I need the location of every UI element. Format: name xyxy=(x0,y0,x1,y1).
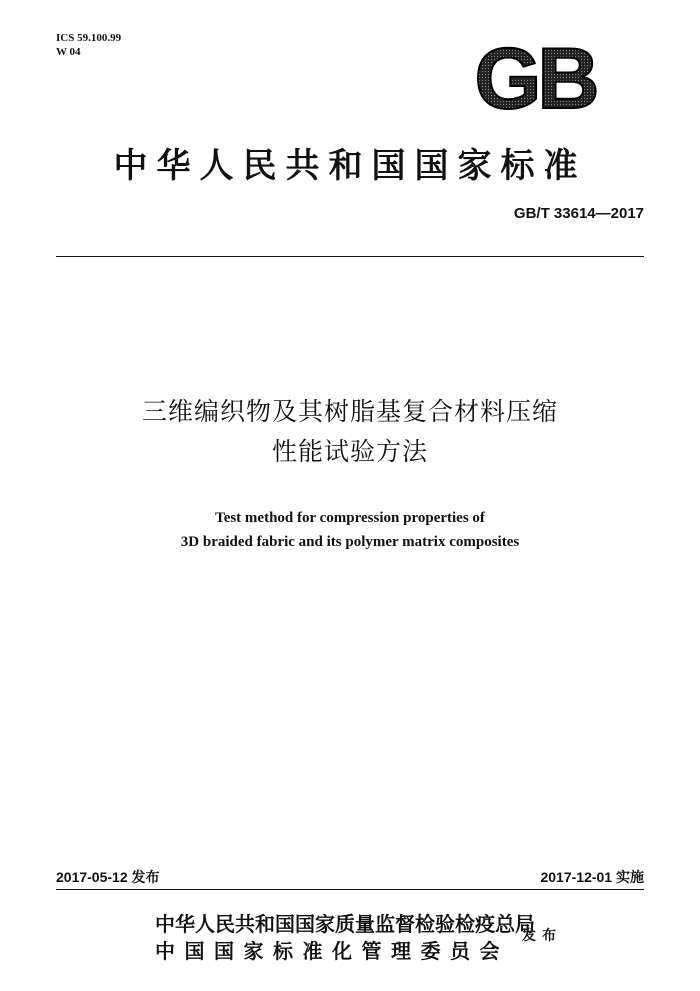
ccs-code: W 04 xyxy=(56,46,81,58)
implementation-date-label: 实施 xyxy=(616,870,644,886)
chinese-title xyxy=(0,392,700,472)
english-title-line1: Test method for compression properties of xyxy=(215,510,485,526)
footer-divider xyxy=(56,889,644,890)
issuer-line2: 中国国家标准化管理委员会 xyxy=(155,939,509,963)
english-title-line2: 3D braided fabric and its polymer matrix composites xyxy=(180,534,520,550)
issue-date-label: 发布 xyxy=(131,870,160,886)
header-divider xyxy=(56,256,644,257)
logo-text: GB xyxy=(474,40,596,118)
chinese-title-line2: 性能试验方法 xyxy=(271,437,428,466)
chinese-title-line1: 三维编织物及其树脂基复合材料压缩 xyxy=(141,397,558,426)
gb-logo xyxy=(460,40,610,118)
ics-code: ICS 59.100.99 xyxy=(56,32,122,44)
issuer-line1: 中华人民共和国国家质量监督检验检疫总局 xyxy=(155,912,535,936)
implementation-date xyxy=(540,867,644,887)
implementation-date-value: 2017-12-01 xyxy=(540,869,613,885)
issue-date xyxy=(56,867,160,887)
standard-number: GB/T 33614—2017 xyxy=(513,205,644,222)
english-title xyxy=(0,506,700,554)
classification-codes xyxy=(56,31,121,59)
national-standard-title: 中华人民共和国国家标准 xyxy=(113,146,587,186)
issue-date-value: 2017-05-12 xyxy=(56,869,128,885)
issuing-authorities xyxy=(155,911,535,965)
publish-label: 发布 xyxy=(522,928,562,944)
